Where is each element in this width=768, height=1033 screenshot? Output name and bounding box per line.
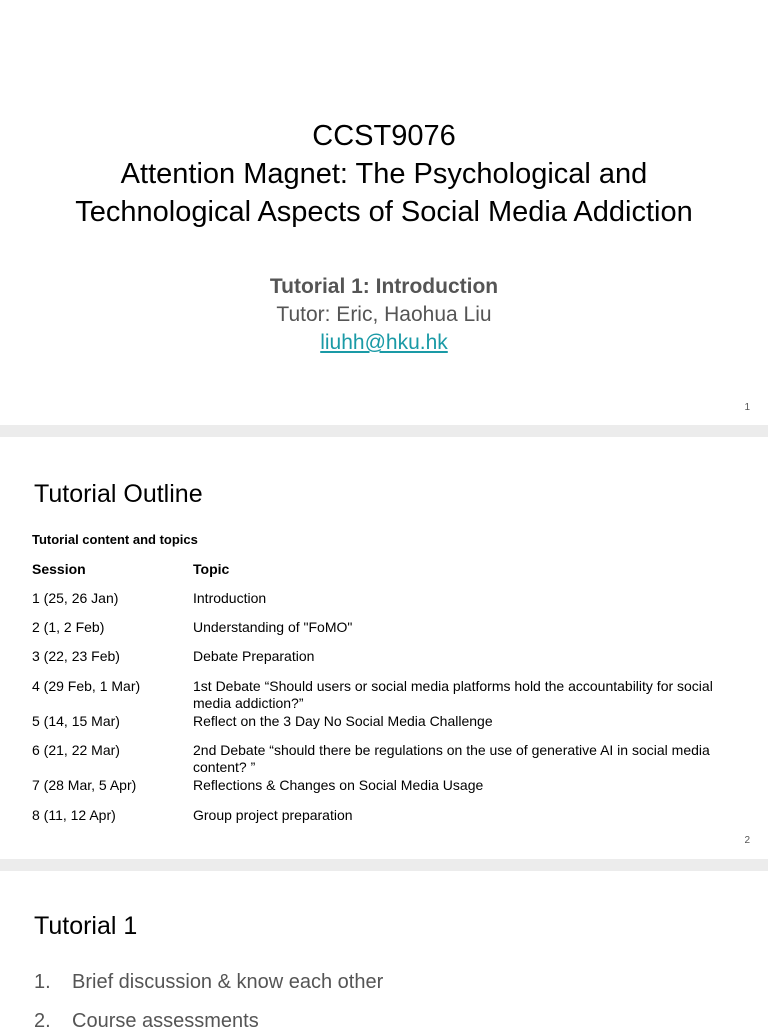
topic-cell: Debate Preparation <box>193 648 315 664</box>
list-text: Course assessments <box>72 1010 259 1032</box>
topic-cell: 2nd Debate “should there be regulations on the use of generative AI in social media content? ” <box>193 742 710 775</box>
course-title-line-2: Technological Aspects of Social Media Addiction <box>75 196 693 228</box>
session-cell: 8 (11, 12 Apr) <box>32 807 116 823</box>
list-item <box>34 1010 259 1033</box>
session-cell: 7 (28 Mar, 5 Apr) <box>32 777 137 793</box>
page-number: 2 <box>744 835 750 846</box>
slide-3 <box>0 871 768 1032</box>
session-cell: 5 (14, 15 Mar) <box>32 713 120 729</box>
email-link[interactable]: liuhh@hku.hk <box>320 331 448 354</box>
page-number: 1 <box>744 402 750 413</box>
header-session: Session <box>32 561 86 577</box>
course-code: CCST9076 <box>312 120 456 152</box>
tutorial-subtitle: Tutorial 1: Introduction <box>269 275 499 298</box>
slide-1 <box>0 0 768 425</box>
topic-cell: 1st Debate “Should users or social media platforms hold the accountability for social media addiction?” <box>193 678 713 711</box>
topic-cell: Reflect on the 3 Day No Social Media Challenge <box>193 713 493 729</box>
session-cell: 3 (22, 23 Feb) <box>32 648 120 664</box>
tutor-name: Tutor: Eric, Haohua Liu <box>276 303 492 326</box>
topic-cell: Reflections & Changes on Social Media Usage <box>193 777 484 793</box>
session-cell: 4 (29 Feb, 1 Mar) <box>32 678 141 694</box>
list-text: Brief discussion & know each other <box>72 971 384 993</box>
table-caption: Tutorial content and topics <box>32 532 198 547</box>
slide-title: Tutorial Outline <box>34 480 203 508</box>
topic-cell: Understanding of "FoMO" <box>193 619 353 635</box>
topic-cell: Introduction <box>193 590 267 606</box>
slide-divider <box>0 425 768 437</box>
slide-divider <box>0 859 768 871</box>
course-title-line-1: Attention Magnet: The Psychological and <box>120 158 648 190</box>
list-item <box>34 971 383 994</box>
email-container <box>0 331 768 355</box>
slide-title: Tutorial 1 <box>34 912 138 940</box>
session-cell: 6 (21, 22 Mar) <box>32 742 120 758</box>
topic-cell: Group project preparation <box>193 807 353 823</box>
header-topic: Topic <box>193 561 230 577</box>
list-number: 1. <box>34 971 51 993</box>
list-number: 2. <box>34 1010 51 1032</box>
session-cell: 1 (25, 26 Jan) <box>32 590 119 606</box>
session-cell: 2 (1, 2 Feb) <box>32 619 105 635</box>
slide-2 <box>0 437 768 859</box>
